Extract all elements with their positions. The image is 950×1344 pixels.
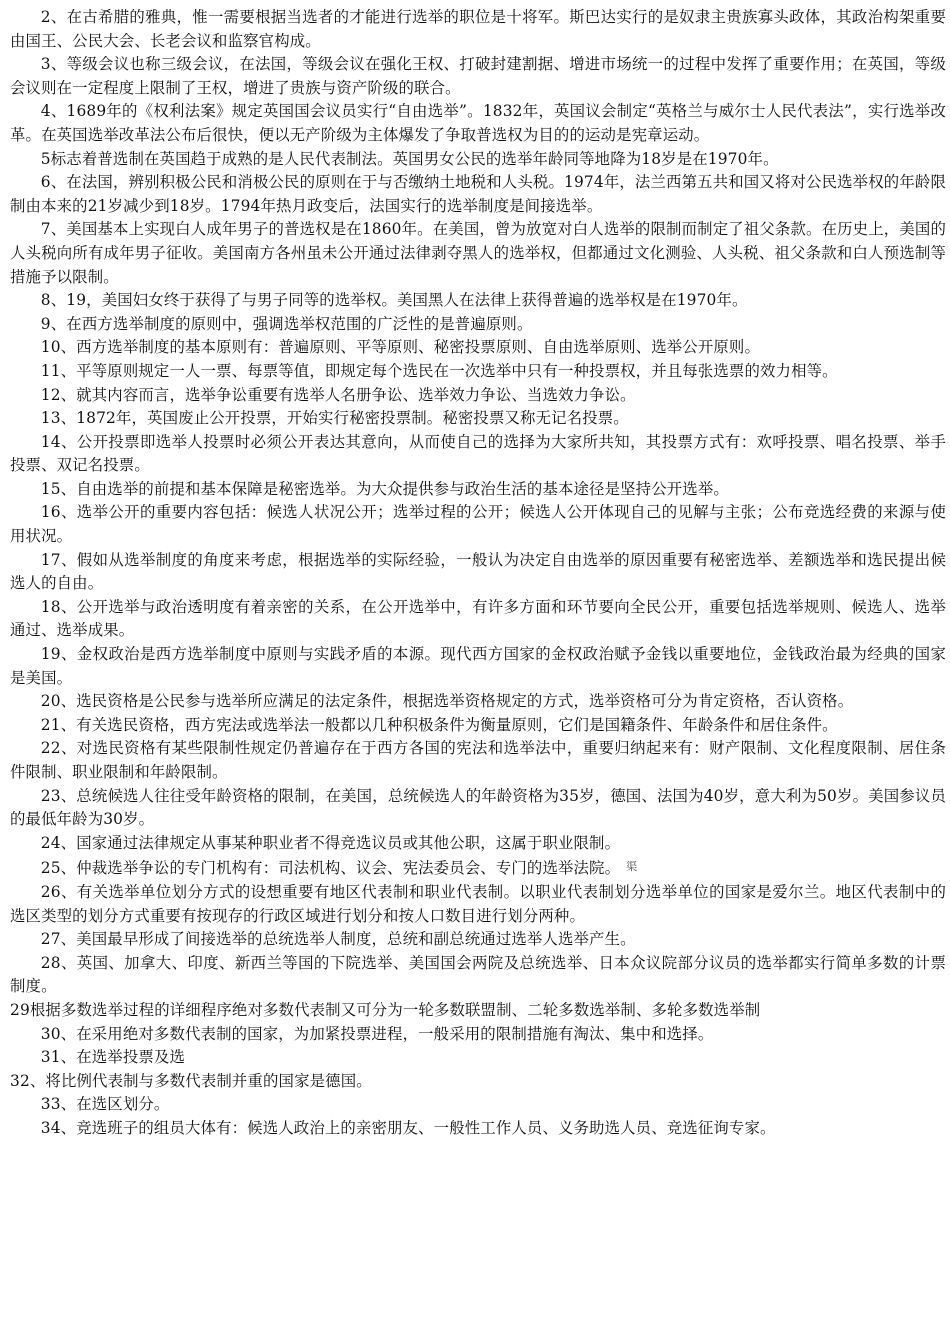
paragraph-item <box>10 1093 946 1117</box>
document-page <box>10 6 946 1141</box>
paragraph-text: 24、国家通过法律规定从事某种职业者不得竞选议员或其他公职，这属于职业限制。 <box>40 833 621 852</box>
paragraph-text: 9、在西方选举制度的原则中，强调选举权范围的广泛性的是普遍原则。 <box>40 314 533 333</box>
paragraph-text: 3、等级会议也称三级会议，在法国，等级会议在强化王权、打破封建割据、增进市场统一的过程中发挥了重要作用；在英国，等级会议则在一定程度上限制了王权，增进了贵族与资产阶级的联合。 <box>10 55 946 97</box>
paragraph-item <box>10 690 946 714</box>
paragraph-item <box>10 478 946 502</box>
paragraph-text: 15、自由选举的前提和基本保障是秘密选举。为大众提供参与政治生活的基本途径是坚持公开选举。 <box>40 479 729 498</box>
paragraph-text: 10、西方选举制度的基本原则有：普遍原则、平等原则、秘密投票原则、自由选举原则、选举公开原则。 <box>40 338 761 357</box>
paragraph-item <box>10 313 946 337</box>
paragraph-text: 26、有关选举单位划分方式的设想重要有地区代表制和职业代表制。以职业代表制划分选举单位的国家是爱尔兰。地区代表制中的选区类型的划分方式重要有按现存的行政区域进行划分和按人口数目进行划分两种。 <box>10 882 946 925</box>
paragraph-text: 25、仲裁选举争讼的专门机构有：司法机构、议会、宪法委员会、专门的选举法院。 <box>40 859 621 878</box>
paragraph-text: 19、金权政治是西方选举制度中原则与实践矛盾的本源。现代西方国家的金权政治赋予金钱以重要地位，金钱政治最为经典的国家是美国。 <box>10 645 946 687</box>
paragraph-item <box>10 643 946 690</box>
paragraph-text: 21、有关选民资格，西方宪法或选举法一般都以几种积极条件为衡量原则，它们是国籍条件、年龄条件和居住条件。 <box>40 715 838 734</box>
paragraph-text: 27、美国最早形成了间接选举的总统选举人制度，总统和副总统通过选举人选举产生。 <box>40 930 636 949</box>
paragraph-text: 34、竞选班子的组员大体有：候选人政治上的亲密朋友、一般性工作人员、义务助选人员、竞选征询专家。 <box>40 1118 776 1137</box>
paragraph-item <box>10 407 946 431</box>
paragraph-text: 2、在古希腊的雅典，惟一需要根据当选者的才能进行选举的职位是十将军。斯巴达实行的是奴隶主贵族寡头政体，其政治构架重要由国王、公民大会、长老会议和监察官构成。 <box>10 8 946 50</box>
paragraph-item <box>10 596 946 643</box>
paragraph-text: 29根据多数选举过程的详细程序绝对多数代表制又可分为一轮多数联盟制、二轮多数选举制、多轮多数选举制 <box>10 1000 761 1019</box>
paragraph-item <box>10 785 946 832</box>
paragraph-text: 32、将比例代表制与多数代表制并重的国家是德国。 <box>10 1071 372 1090</box>
paragraph-item <box>10 53 946 100</box>
paragraph-item <box>10 1070 946 1094</box>
paragraph-text: 14、公开投票即选举人投票时必须公开表达其意向，从而使自己的选择为大家所共知，其投票方式有：欢呼投票、唱名投票、举手投票、双记名投票。 <box>10 432 946 475</box>
paragraph-text: 8、19，美国妇女终于获得了与男子同等的选举权。美国黑人在法律上获得普遍的选举权是在1970年。 <box>40 291 748 310</box>
paragraph-text: 22、对选民资格有某些限制性规定仍普遍存在于西方各国的宪法和选举法中，重要归纳起来有：财产限制、文化程度限制、居住条件限制、职业限制和年龄限制。 <box>10 739 946 781</box>
paragraph-item <box>10 881 946 928</box>
paragraph-text: 17、假如从选举制度的角度来考虑，根据选举的实际经验，一般认为决定自由选举的原因重要有秘密选举、差额选举和选民提出候选人的自由。 <box>10 550 946 593</box>
paragraph-item <box>10 336 946 360</box>
paragraph-item <box>10 148 946 172</box>
paragraph-item <box>10 171 946 218</box>
paragraph-text: 7、美国基本上实现白人成年男子的普选权是在1860年。在美国，曾为放宽对白人选举的限制而制定了祖父条款。在历史上，美国的人头税向所有成年男子征收。美国南方各州虽未公开通过法律剥夺黑人的选举权，但都通过文化测验、人头税、祖父条款和白人预选制等措施予以限制。 <box>10 220 946 286</box>
paragraph-text: 6、在法国，辨别积极公民和消极公民的原则在于与否缴纳土地税和人头税。1974年，法兰西第五共和国又将对公民选举权的年龄限制由本来的21岁减少到18岁。1794年热月政变后，法国实行的选举制度是间接选举。 <box>10 173 946 215</box>
paragraph-text: 28、英国、加拿大、印度、新西兰等国的下院选举、美国国会两院及总统选举、日本众议院部分议员的选举都实行简单多数的计票制度。 <box>10 953 946 996</box>
paragraph-text: 12、就其内容而言，选举争讼重要有选举人名册争讼、选举效力争讼、当选效力争讼。 <box>40 385 636 404</box>
paragraph-text: 4、1689年的《权利法案》规定英国国会议员实行“自由选举”。1832年，英国议会制定“英格兰与威尔士人民代表法”，实行选举改革。在英国选举改革法公布后很快，便以无产阶级为主体爆发了争取普选权为目的的运动是宪章运动。 <box>10 102 946 144</box>
handwritten-mark: 渠 <box>626 860 638 874</box>
paragraph-item <box>10 952 946 999</box>
paragraph-item <box>10 999 946 1023</box>
paragraph-text: 31、在选举投票及选 <box>40 1048 186 1067</box>
paragraph-item <box>10 384 946 408</box>
paragraph-item <box>10 360 946 384</box>
paragraph-item <box>10 855 946 881</box>
paragraph-item <box>10 289 946 313</box>
paragraph-text: 13、1872年，英国废止公开投票，开始实行秘密投票制。秘密投票又称无记名投票。 <box>40 409 629 428</box>
paragraph-text: 11、平等原则规定一人一票、每票等值，即规定每个选民在一次选举中只有一种投票权，并且每张选票的效力相等。 <box>40 361 838 380</box>
paragraph-item <box>10 1046 946 1070</box>
paragraph-item <box>10 100 946 147</box>
paragraph-item <box>10 714 946 738</box>
paragraph-item <box>10 431 946 478</box>
paragraph-item <box>10 928 946 952</box>
paragraph-item <box>10 1023 946 1047</box>
paragraph-text: 18、公开选举与政治透明度有着亲密的关系，在公开选举中，有许多方面和环节要向全民公开，重要包括选举规则、候选人、选举通过、选举成果。 <box>10 597 946 640</box>
paragraph-text: 30、在采用绝对多数代表制的国家，为加紧投票进程，一般采用的限制措施有淘汰、集中和选择。 <box>40 1024 714 1043</box>
paragraph-item <box>10 737 946 784</box>
paragraph-item <box>10 1117 946 1141</box>
paragraph-text: 20、选民资格是公民参与选举所应满足的法定条件，根据选举资格规定的方式，选举资格可分为肯定资格，否认资格。 <box>40 692 854 711</box>
paragraph-text: 23、总统候选人往往受年龄资格的限制，在美国，总统候选人的年龄资格为35岁，德国、法国为40岁，意大利为50岁。美国参议员的最低年龄为30岁。 <box>10 786 946 829</box>
paragraph-text: 16、选举公开的重要内容包括：候选人状况公开；选举过程的公开；候选人公开体现自己的见解与主张；公布竞选经费的来源与使用状况。 <box>10 503 946 546</box>
paragraph-item <box>10 501 946 548</box>
paragraph-item <box>10 549 946 596</box>
paragraph-item <box>10 218 946 289</box>
paragraph-item <box>10 6 946 53</box>
paragraph-item <box>10 832 946 856</box>
paragraph-text: 33、在选区划分。 <box>40 1095 170 1114</box>
paragraph-text: 5标志着普选制在英国趋于成熟的是人民代表制法。英国男女公民的选举年龄同等地降为18岁是在1970年。 <box>40 149 779 168</box>
